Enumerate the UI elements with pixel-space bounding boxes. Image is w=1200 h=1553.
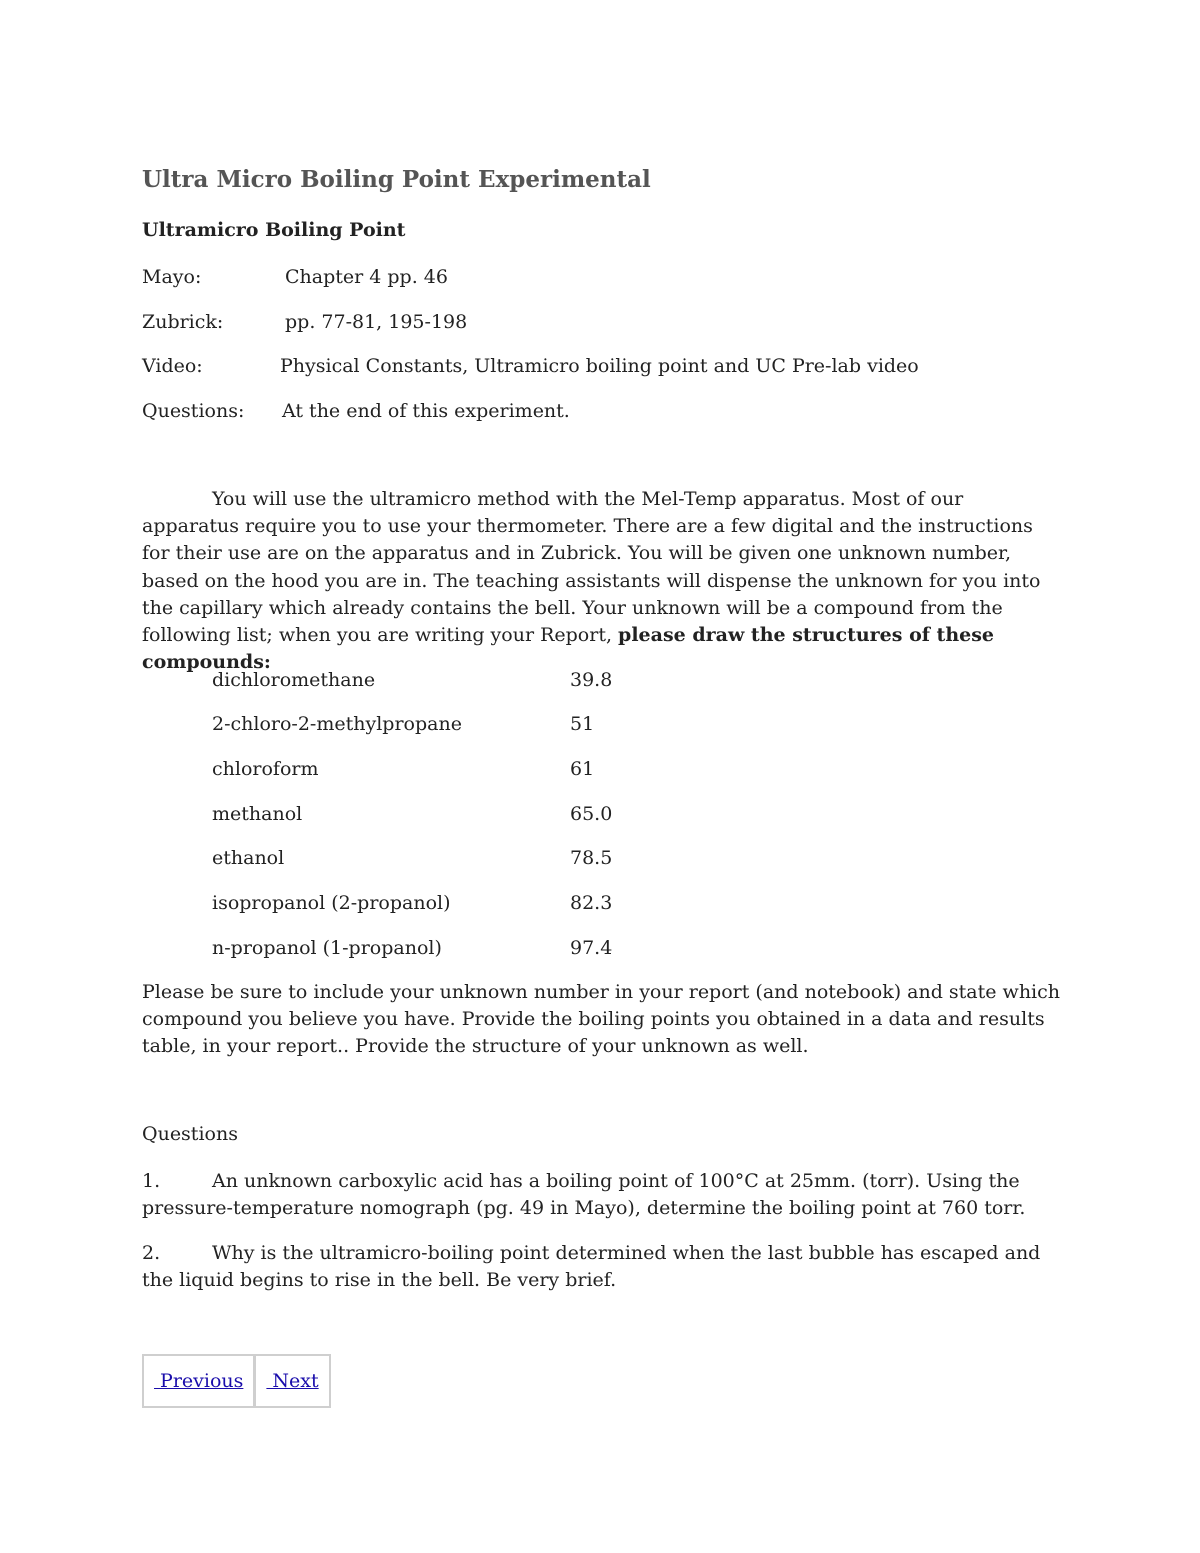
reference-label: Questions: xyxy=(142,400,245,422)
section-heading: Ultramicro Boiling Point xyxy=(142,219,406,241)
next-link[interactable]: Next xyxy=(266,1370,319,1392)
intro-bold-text: please draw the structures of these compounds: xyxy=(142,624,995,674)
page-title: Ultra Micro Boiling Point Experimental xyxy=(142,166,651,193)
compound-boiling-point: 78.5 xyxy=(570,847,613,869)
intro-paragraph xyxy=(142,486,1062,676)
question-item xyxy=(142,1240,1062,1294)
reference-value: Chapter 4 pp. 46 xyxy=(285,266,448,288)
question-number: 1. xyxy=(142,1170,161,1192)
compound-name: n-propanol (1-propanol) xyxy=(212,937,442,959)
previous-link[interactable]: Previous xyxy=(144,1356,256,1406)
compound-boiling-point: 82.3 xyxy=(570,892,613,914)
compound-boiling-point: 61 xyxy=(570,758,595,780)
compound-boiling-point: 65.0 xyxy=(570,803,613,825)
question-number: 2. xyxy=(142,1242,161,1264)
question-item xyxy=(142,1168,1062,1222)
compound-boiling-point: 39.8 xyxy=(570,669,613,691)
question-text: An unknown carboxylic acid has a boiling point of 100°C at 25mm. (torr). Using the pressure-temperature nomograph (pg. 49 in Mayo), determine the boiling point at 760 torr. xyxy=(142,1170,1026,1220)
compound-name: chloroform xyxy=(212,758,319,780)
reference-value: pp. 77-81, 195-198 xyxy=(285,311,468,333)
compound-name: methanol xyxy=(212,803,303,825)
reference-label: Video: xyxy=(142,355,203,377)
questions-heading: Questions xyxy=(142,1123,238,1145)
page-navigation xyxy=(142,1354,331,1408)
compound-name: ethanol xyxy=(212,847,285,869)
intro-text: You will use the ultramicro method with the Mel-Temp apparatus. Most of our apparatus require you to use your thermometer. There are a few digital and the instructions for their use are on the apparatus and in Zubrick. You will be given one unknown number, based on the hood you are in. The teaching assistants will dispense the unknown for you into the capillary which already contains the bell. Your unknown will be a compound from the following list; when you are writing your Report, xyxy=(142,488,1041,647)
compound-boiling-point: 51 xyxy=(570,713,595,735)
closing-paragraph: Please be sure to include your unknown number in your report (and notebook) and state which compound you believe you have. Provide the boiling points you obtained in a data and results table, in your report.. Provide the structure of your unknown as well. xyxy=(142,981,1061,1058)
reference-value: Physical Constants, Ultramicro boiling point and UC Pre-lab video xyxy=(280,355,919,377)
compound-name: isopropanol (2-propanol) xyxy=(212,892,451,914)
reference-label: Zubrick: xyxy=(142,311,224,333)
compound-boiling-point: 97.4 xyxy=(570,937,613,959)
reference-value: At the end of this experiment. xyxy=(282,400,570,422)
compound-name: 2-chloro-2-methylpropane xyxy=(212,713,462,735)
compound-name: dichloromethane xyxy=(212,669,376,691)
reference-label: Mayo: xyxy=(142,266,202,288)
question-text: Why is the ultramicro-boiling point determined when the last bubble has escaped and the liquid begins to rise in the bell. Be very brief. xyxy=(142,1242,1041,1292)
